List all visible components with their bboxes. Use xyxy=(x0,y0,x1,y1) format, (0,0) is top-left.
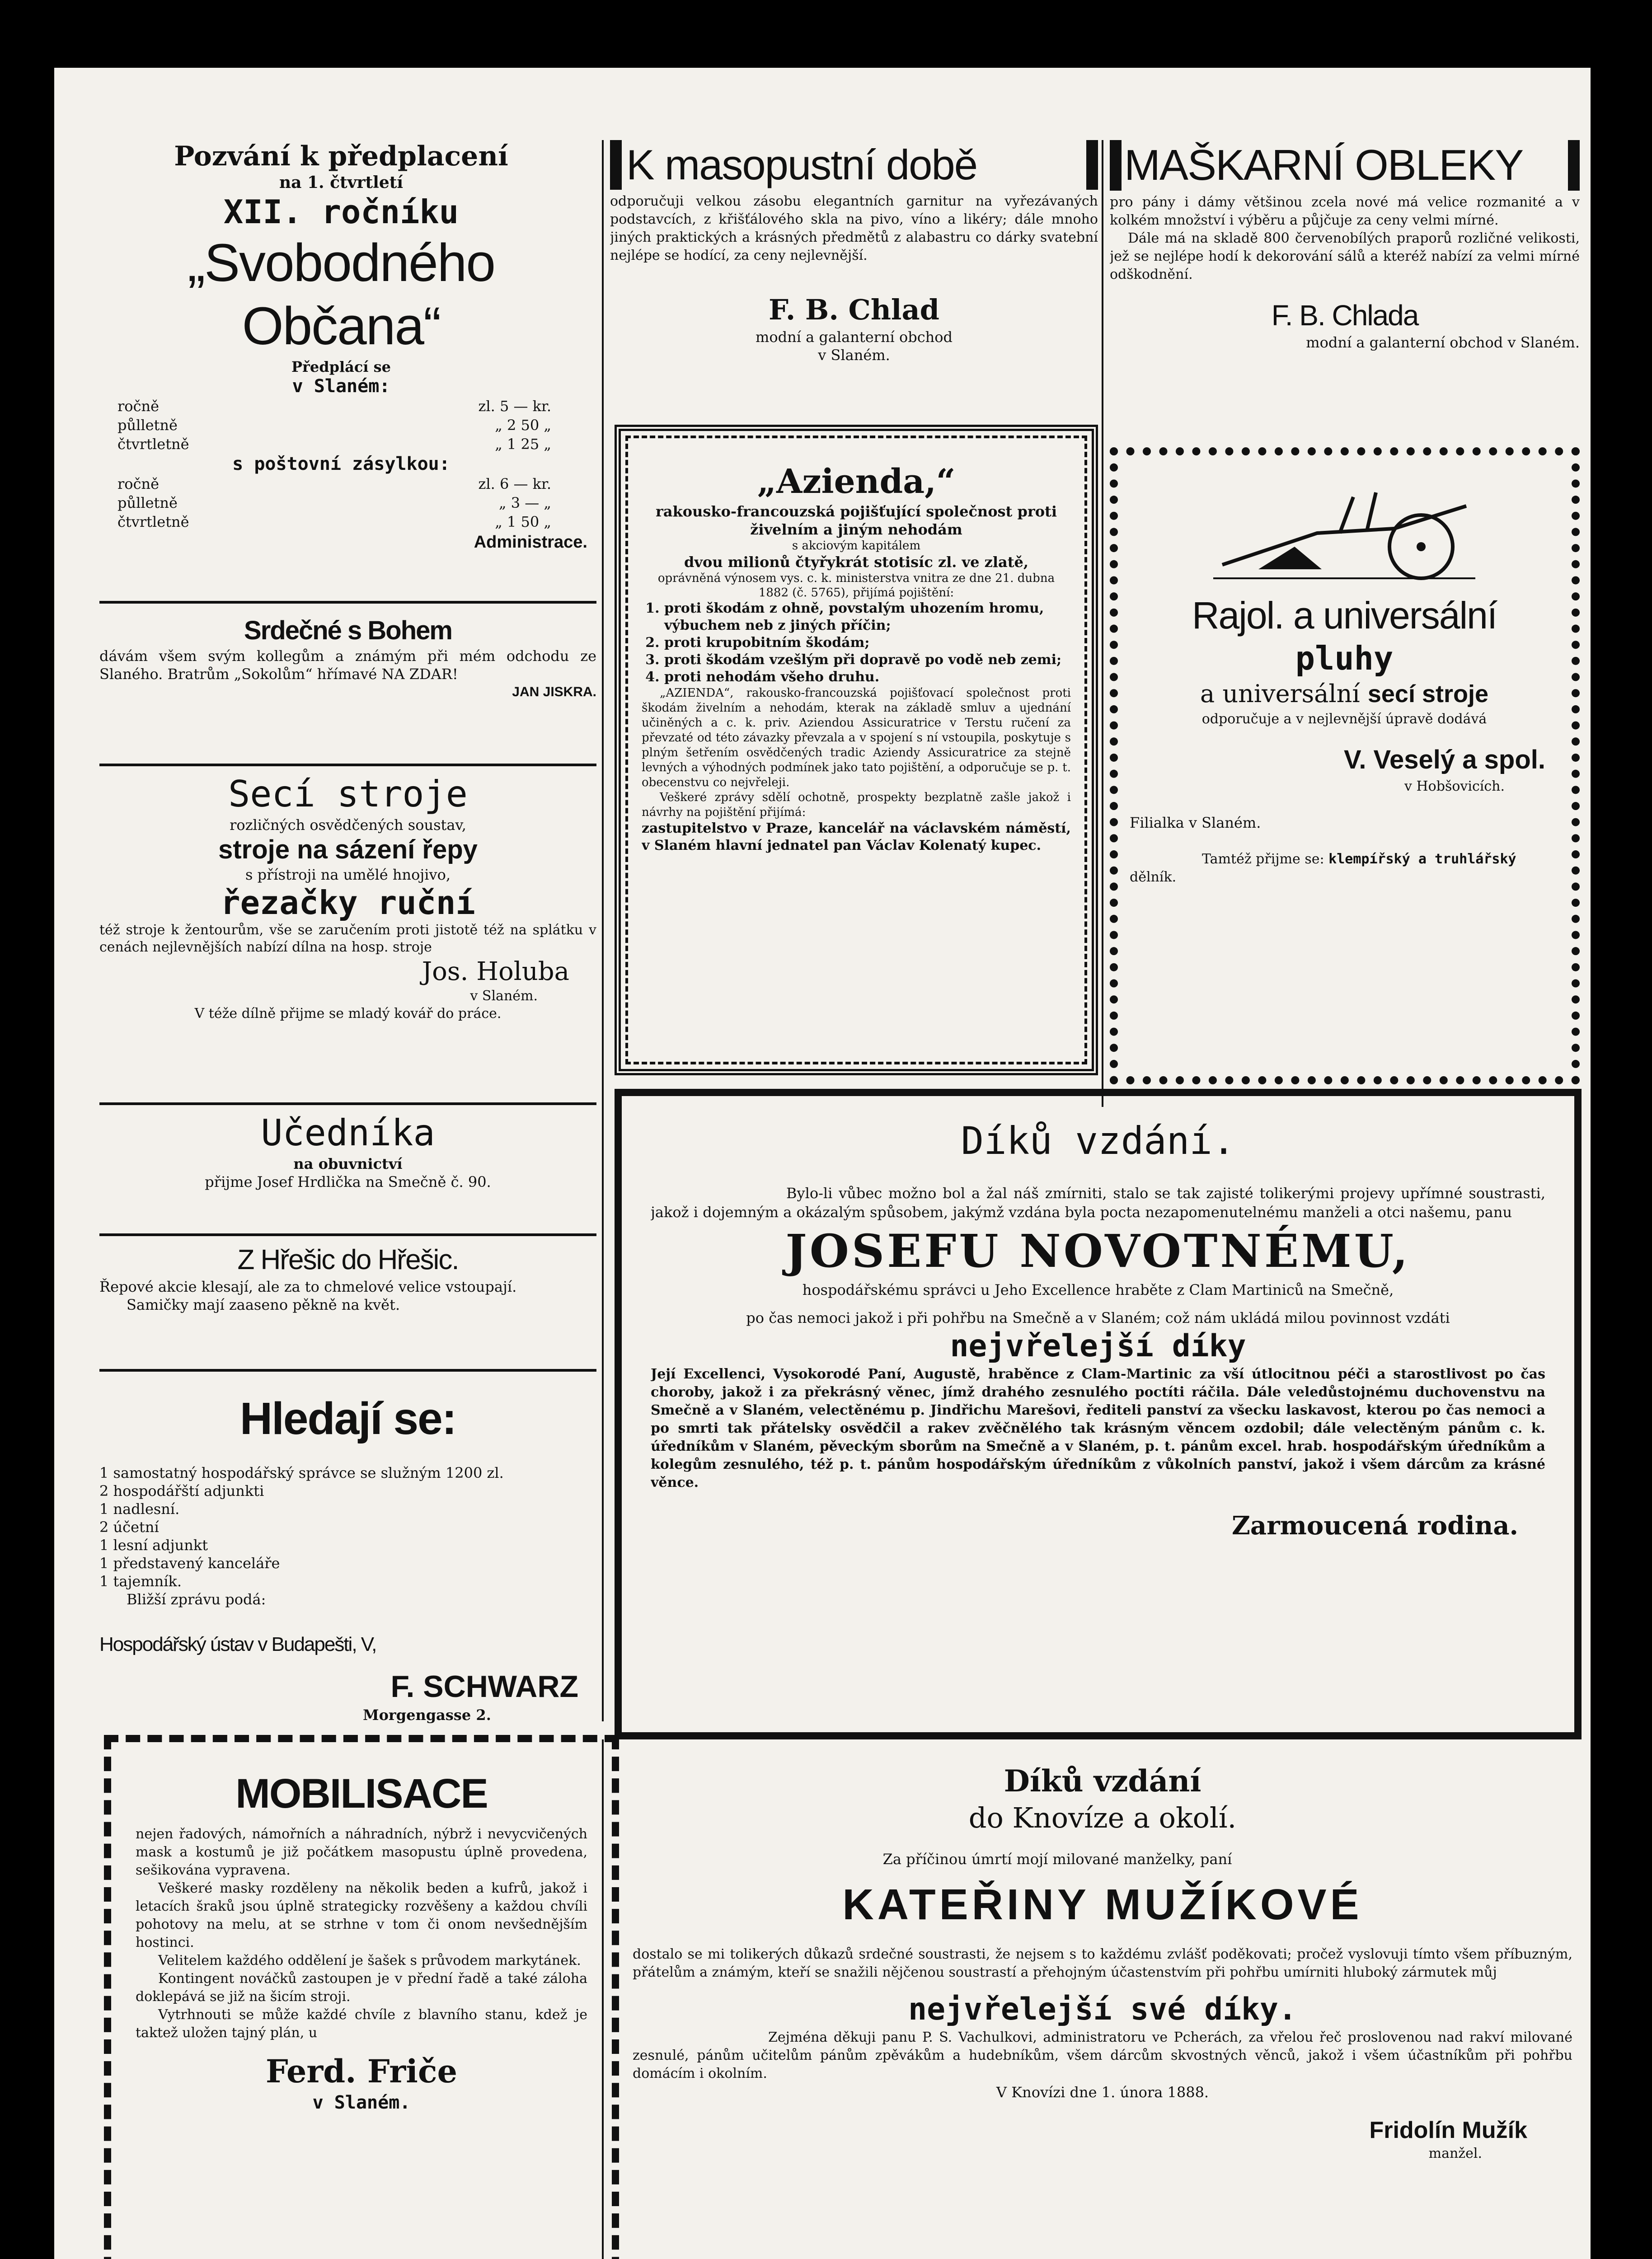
wanted-more: Bližší zprávu podá: xyxy=(127,1591,266,1608)
wanted-name: F. SCHWARZ xyxy=(390,1669,578,1704)
thanks2-notice xyxy=(633,1748,1572,2259)
seeders-sub1: rozličných osvědčených soustav, xyxy=(230,816,466,834)
plows-also xyxy=(1130,850,1559,886)
apprentice-ad xyxy=(99,1111,596,1220)
plow-handle xyxy=(1340,492,1376,533)
plows-sub: odporučuje a v nejlevnější úpravě dodává xyxy=(1201,711,1487,727)
subscription-post-label: s poštovní zásylkou: xyxy=(232,454,450,474)
mobilisace-ad xyxy=(136,1767,587,2259)
list-item: 1 nadlesní. xyxy=(99,1500,180,1518)
subscription-local-label: v Slaném: xyxy=(292,376,390,397)
azienda-text2: Veškeré zprávy sdělí ochotně, prospekty bezplatně zašle jakož i návrhy na pojištění přijímá: xyxy=(642,791,1071,819)
subscription-line2: na 1. čtvrtletí xyxy=(279,173,404,192)
mobilisace-place: v Slaném. xyxy=(312,2092,411,2113)
mobilisace-title: MOBILISACE xyxy=(235,1771,488,1817)
hresic-notice xyxy=(99,1242,596,1378)
seeders-sub2: s přístroji na umělé hnojivo, xyxy=(245,866,451,883)
hresic-title: Z Hřešic do Hřešic. xyxy=(237,1244,459,1275)
seeders-title2: stroje na sázení řepy xyxy=(218,835,478,864)
plows-also-c: dělník. xyxy=(1130,869,1177,885)
divider xyxy=(99,1102,596,1105)
seeders-text: též stroje k žentourům, vše se zaručením proti jistotě též na splátku v cenách nejlevnějších nabízí dílna na hosp. stroje xyxy=(99,922,596,955)
list-item: 1 lesní adjunkt xyxy=(99,1537,208,1554)
thanks2-name2: Fridolín Mužík xyxy=(1369,2117,1527,2143)
seeders-ad xyxy=(99,773,596,1089)
plows-title: Rajol. a universální xyxy=(1192,594,1497,637)
plows-title3b: secí stroje xyxy=(1367,680,1489,708)
azienda-capital-label: s akciovým kapitálem xyxy=(792,539,921,553)
azienda-capital: dvou milionů čtyřykrát stotisíc zl. ve zlatě, xyxy=(684,553,1028,571)
list-item: 3. proti škodám vzešlým při dopravě po vodě neb zemi; xyxy=(664,651,1071,669)
azienda-text: „AZIENDA“, rakousko-francouzská pojišťovací společnost proti škodám živelním a nehodám, kterak na základě smluv a ujednání učiněných a c. k. priv. Aziendou Assicuratrice v Terstu ručení za převzaté od této závazky převzala a v spojení s ní vstoupila, poskytuje s plným šetřením osvědčených tradic Aziendy Assicuratrice za stejně levných a výhodných podmínek jako tato pojištění, a odporučuje se p. t. obecenstvu co nejvřeleji. xyxy=(642,686,1071,789)
plows-title2: pluhy xyxy=(1295,639,1394,677)
price-row: půlletně „ 2 50 „ xyxy=(117,417,551,434)
list-item: 1 představený kanceláře xyxy=(99,1555,280,1572)
plows-name: V. Veselý a spol. xyxy=(1343,745,1545,774)
carnival-ad xyxy=(610,140,1098,474)
azienda-permit: oprávněná výnosem vys. c. k. ministerstva vnitra ze dne 21. dubna 1882 (č. 5765), přijímá pojištění: xyxy=(657,572,1055,600)
thanks2-text2: Zejména děkuji panu P. S. Vachulkovi, administratoru ve Pcherách, za vřelou řeč proslovenou nad rakví milované zesnulé, pánům učitelům pánům zpěvákům a hudebníkům, všem dárcům skvostných věnců, jakož i všem účastníkům při pohřbu domácím i okolním. xyxy=(633,2029,1572,2081)
plows-also-a: Tamtéž přijme se: xyxy=(1202,851,1324,867)
price-row: čtvrtletně „ 1 25 „ xyxy=(117,436,551,453)
azienda-sub: rakousko-francouzská pojišťující společnost proti živelním a jiným nehodám xyxy=(656,503,1057,538)
thanks1-heading: nejvřelejší díky xyxy=(950,1328,1246,1364)
carnival-title: K masopustní době xyxy=(610,140,1098,190)
thanks1-intro: Bylo-li vůbec možno bol a žal náš zmírniti, stalo se tak zajisté tolikerými projevy upřímné soustrasti, jakož i dojemným a okázalým spůsobem, jakýmž vzdána byla pocta nezapomenutelnému manželi a otci našemu, panu xyxy=(651,1185,1545,1221)
subscription-post-rows xyxy=(86,474,596,531)
azienda-ad xyxy=(642,461,1071,1057)
divider xyxy=(99,1369,596,1372)
seeders-title3: řezačky ruční xyxy=(221,884,475,922)
farewell-text: dávám všem svým kollegům a známým při mém odchodu ze Slaného. Bratrům „Sokolům“ hřímavé NA ZDAR! xyxy=(99,647,596,683)
newspaper-page xyxy=(54,68,1591,2259)
plows-place: v Hobšovicích. xyxy=(1404,778,1505,794)
list-item: 4. proti nehodám všeho druhu. xyxy=(664,669,1071,686)
divider xyxy=(99,764,596,766)
azienda-agency: zastupitelstvo v Praze, kancelář na václavském náměstí, v Slaném hlavní jednatel pan Václav Kolenatý kupec. xyxy=(642,820,1071,853)
carnival-text: odporučuji velkou zásobu elegantních garnitur na vyřezávaných podstavcích, z křišťálového skla na pivo, víno a likéry; dále mnoho jiných praktických a krásných předmětů z alabastru co dárky svatební nejlépe se hodící, za ceny nejlevnější. xyxy=(610,193,1098,263)
subscription-signature: Administrace. xyxy=(474,533,587,552)
thanks2-name: KATEŘINY MUŽÍKOVÉ xyxy=(842,1880,1363,1929)
subscription-line3: XII. ročníku xyxy=(223,193,459,231)
carnival-name: F. B. Chlad xyxy=(768,293,940,326)
plows-title3: a universální xyxy=(1200,680,1360,708)
column-rule xyxy=(602,1739,604,2259)
thanks2-title: Díků vzdání xyxy=(1004,1763,1201,1799)
azienda-title: „Azienda,“ xyxy=(757,462,956,501)
price-row: čtvrtletně „ 1 50 „ xyxy=(117,513,551,530)
price-row: ročně zl. 6 — kr. xyxy=(117,475,551,492)
thanks1-role: hospodářskému správci u Jeho Excellence hraběte z Clam Martiniců na Smečně, xyxy=(802,1281,1394,1298)
plows-ad xyxy=(1130,470,1559,1066)
thanks1-name: JOSEFU NOVOTNÉMU, xyxy=(785,1224,1411,1278)
seeders-note: V téže dílně přijme se mladý kovář do práce. xyxy=(194,1006,502,1022)
list-item: 2 účetní xyxy=(99,1518,159,1536)
seeders-title: Secí stroje xyxy=(228,773,468,815)
thanks1-text: Její Excellenci, Vysokorodé Paní, Augustě, hraběnce z Clam-Martinic za vší útlocitnou péči a starostlivost po čas choroby, jakož i za překrásný věnec, jímž drahého zesnulého poctíti ráčila. Dále veledůstojnému duchovenstvu na Smečně a v Slaném, velectěnému p. Jindřichu Marešovi, řediteli panství za všecku laskavost, kterou po čas nemoci a po smrti tak přátelsky osvědčil a rakev zvěčnělého tak krásným věncem ozdobil; dále velectěným pánům c. k. úředníkům v Slaném, pěveckým sborům na Smečně a v Slaném, p. t. pánům excel. hrab. hospodářským úředníkům a kolegům zesnulého, též p. t. pánům hospodářským úředníkům z vůkolních panství, jakož i všem dárcům za krásné věnce. xyxy=(651,1366,1545,1490)
mobilisace-p5: Vytrhnouti se může každé chvíle z blavního stanu, kdež je taktež uložen tajný plán, u xyxy=(136,2007,587,2041)
list-item: 1 samostatný hospodářský správce se služným 1200 zl. xyxy=(99,1464,504,1481)
hresic-text: Řepové akcie klesají, ale za to chmelové velice vstoupají. xyxy=(99,1278,517,1295)
plows-branch: Filialka v Slaném. xyxy=(1130,814,1261,831)
plow-illustration xyxy=(1204,479,1484,587)
thanks1-line: po čas nemoci jakož i při pohřbu na Smečně a v Slaném; což nám ukládá milou povinnost vzdáti xyxy=(746,1309,1450,1326)
divider xyxy=(99,601,596,604)
mobilisace-name: Ferd. Friče xyxy=(265,2053,458,2090)
masks-text: pro pány i dámy většinou zcela nové má velice rozmanité a v kolkém množství i výběru a půjčuje za ceny velmi mírné. xyxy=(1110,194,1580,228)
plows-title3-row xyxy=(1130,678,1559,710)
subscription-line1: Pozvání k předplacení xyxy=(174,141,508,172)
farewell-notice xyxy=(99,614,596,764)
wanted-list xyxy=(99,1464,596,1590)
wanted-ad xyxy=(99,1387,596,1794)
column-rule xyxy=(1102,140,1103,1107)
thanks1-title: Díků vzdání. xyxy=(961,1119,1235,1163)
apprentice-sub: na obuvnictví xyxy=(293,1155,403,1172)
wanted-title: Hledají se: xyxy=(239,1393,456,1444)
thanks2-role2: manžel. xyxy=(1428,2146,1482,2161)
list-item: 1 tajemník. xyxy=(99,1573,182,1590)
column-rule xyxy=(602,140,604,1721)
price-row: půlletně „ 3 — „ xyxy=(117,494,551,511)
thanks1-notice xyxy=(651,1107,1545,1721)
azienda-list xyxy=(642,600,1071,686)
plow-wheel xyxy=(1417,542,1426,551)
carnival-place: v Slaném. xyxy=(818,347,890,364)
carnival-shop: modní a galanterní obchod xyxy=(756,328,953,346)
mobilisace-p4: Kontingent nováčků zastoupen je v přední řadě a také záloha doklepává se již na šicím stroji. xyxy=(136,1971,587,2005)
masks-text2: Dále má na skladě 800 červenobílých praporů rozličné velikosti, jež se nejlépe hodí k dekorování sálů a kteréž nabízí za velmi mírné odškodnění. xyxy=(1110,230,1580,282)
thanks2-date: V Knovízi dne 1. února 1888. xyxy=(996,2084,1209,2101)
wanted-institute: Hospodářský ústav v Budapešti, V, xyxy=(99,1633,376,1655)
seeders-name: Jos. Holuba xyxy=(422,957,569,986)
thanks2-intro: Za příčinou úmrtí mojí milované manželky, paní xyxy=(882,1851,1232,1868)
seeders-place: v Slaném. xyxy=(470,988,538,1004)
mobilisace-p3: Velitelem každého oddělení je šašek s průvodem markytánek. xyxy=(158,1953,581,1968)
wanted-street: Morgengasse 2. xyxy=(363,1706,491,1724)
apprentice-text: přijme Josef Hrdlička na Smečně č. 90. xyxy=(205,1173,491,1190)
hresic-text2: Samičky mají zaaseno pěkně na květ. xyxy=(127,1296,400,1313)
subscription-prices-label: Předplácí se xyxy=(291,358,391,375)
thanks1-signature: Zarmoucená rodina. xyxy=(1232,1511,1518,1541)
divider xyxy=(99,1233,596,1236)
farewell-signature: JAN JISKRA. xyxy=(512,684,596,699)
subscription-notice xyxy=(86,140,596,596)
masks-name: F. B. Chlada xyxy=(1271,299,1418,332)
list-item: 1. proti škodám z ohně, povstalým uhozením hromu, výbuchem neb z jiných příčin; xyxy=(664,600,1071,634)
subscription-local-rows xyxy=(86,397,596,454)
masks-title: MAŠKARNÍ OBLEKY xyxy=(1110,140,1580,191)
apprentice-title: Učedníka xyxy=(261,1112,435,1154)
mobilisace-p2: Veškeré masky rozděleny na několik beden a kufrů, jakož i letacích šraků jsou úplně strategicky rozvěšeny a každou chvíli pohotovy na melu, at se strhne v tom či onom nevšednějším hostinci. xyxy=(136,1880,587,1950)
masks-shop: modní a galanterní obchod v Slaném. xyxy=(1306,334,1580,351)
thanks2-text: dostalo se mi tolikerých důkazů srdečné soustrasti, že nejsem s to každému zvlášť poděkovati; pročež vyslovuji tímto všem příbuzným, přátelům a známým, kteří se snažili nějčenou soustrastí a přehojným účastenstvím při pohřbu umírniti hluboký zármutek můj xyxy=(633,1946,1572,1980)
subscription-title: „Svobodného Občana“ xyxy=(187,233,495,356)
farewell-title: Srdečné s Bohem xyxy=(244,616,452,645)
mobilisace-p1: nejen řadových, námořních a náhradních, nýbrž i nevycvičených mask a kostumů je již počátkem masopustu úplně provedena, sešikována vypravena. xyxy=(136,1826,587,1878)
price-row: ročně zl. 5 — kr. xyxy=(117,398,551,415)
list-item: 2 hospodářští adjunkti xyxy=(99,1482,264,1500)
thanks2-heading: nejvřelejší své díky. xyxy=(908,1992,1297,2027)
list-item: 2. proti krupobitním škodám; xyxy=(664,634,1071,651)
plows-also-b: klempířský a truhlářský xyxy=(1328,851,1516,867)
thanks2-sub: do Knovíze a okolí. xyxy=(968,1801,1237,1834)
